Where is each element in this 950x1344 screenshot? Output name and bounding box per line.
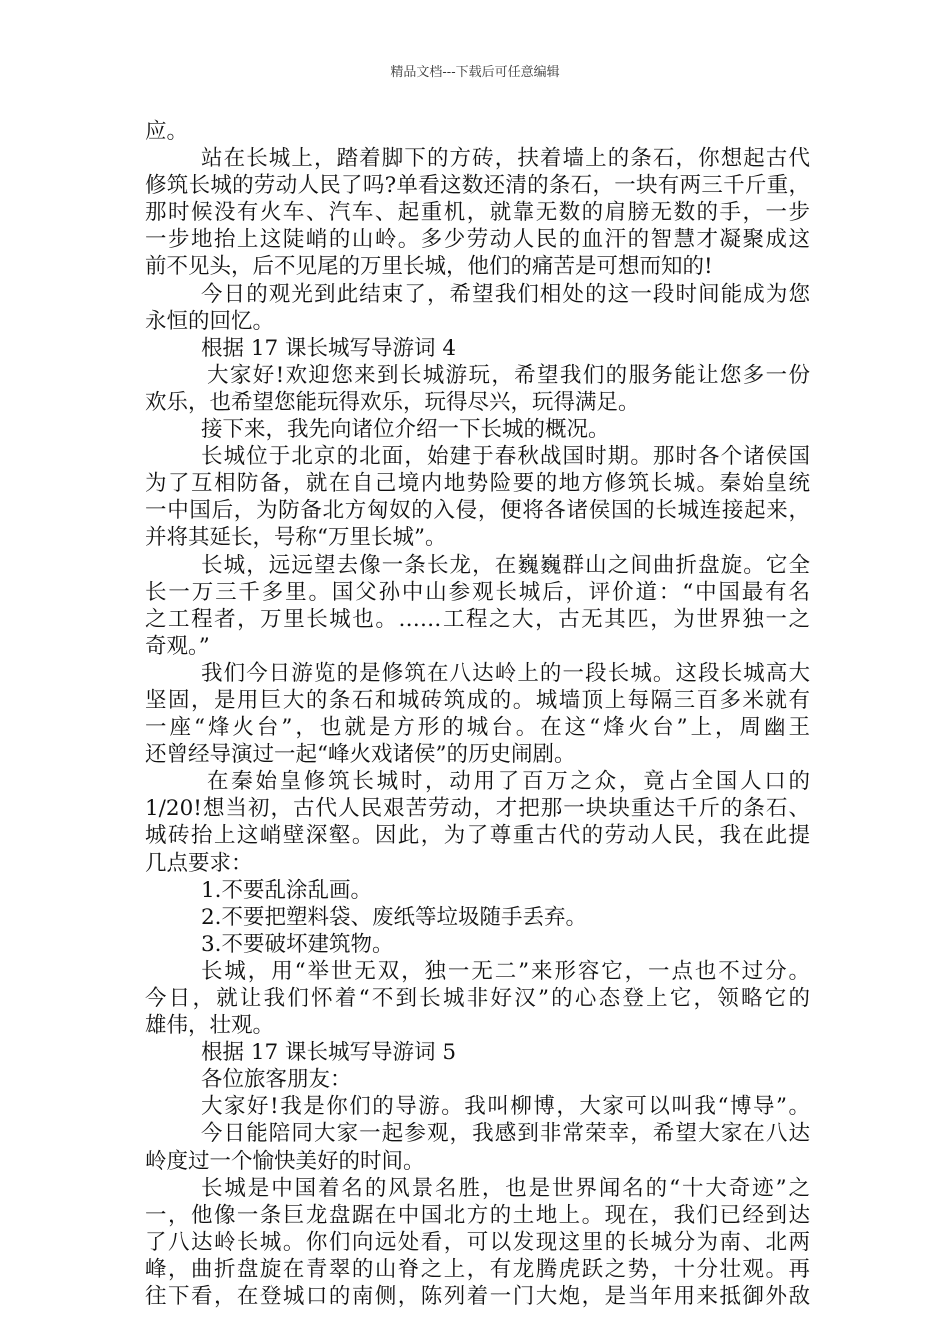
text-line: 雄伟，壮观。 [145, 1013, 275, 1039]
text-line: 欢乐，也希望您能玩得欢乐，玩得尽兴，玩得满足。 [145, 389, 640, 415]
text-line: 几点要求： [145, 850, 253, 876]
text-line: 奇观。” [145, 633, 210, 659]
text-line: 峰，曲折盘旋在青翠的山脊之上，有龙腾虎跃之势，十分壮观。再 [145, 1256, 810, 1282]
text-line: 长城是中国着名的风景名胜，也是世界闻名的“十大奇迹”之 [201, 1175, 810, 1201]
text-line: 今日的观光到此结束了，希望我们相处的这一段时间能成为您 [201, 281, 810, 307]
text-line: 应。 [145, 119, 189, 144]
text-line: 一，他像一条巨龙盘踞在中国北方的土地上。现在，我们已经到达 [145, 1202, 810, 1228]
text-line: 城砖抬上这峭壁深壑。因此，为了尊重古代的劳动人民，我在此提 [145, 823, 810, 849]
text-line: 坚固，是用巨大的条石和城砖筑成的。城墙顶上每隔三百多米就有 [145, 687, 810, 713]
text-line: 根据 17 课长城写导游词 5 [201, 1040, 457, 1066]
text-line: 我们今日游览的是修筑在八达岭上的一段长城。这段长城高大 [201, 660, 810, 686]
text-line: 大家好!欢迎您来到长城游玩，希望我们的服务能让您多一份 [207, 362, 810, 388]
text-line: 今日能陪同大家一起参观，我感到非常荣幸，希望大家在八达 [201, 1121, 810, 1147]
text-line: 还曾经导演过一起“峰火戏诸侯”的历史闹剧。 [145, 742, 576, 768]
text-line: 根据 17 课长城写导游词 4 [201, 335, 457, 361]
text-line: 那时候没有火车、汽车、起重机，就靠无数的肩膀无数的手，一步 [145, 200, 810, 226]
text-line: 2.不要把塑料袋、废纸等垃圾随手丢弃。 [201, 904, 588, 930]
text-line: 今日，就让我们怀着“不到长城非好汉”的心态登上它，领略它的 [145, 986, 810, 1011]
text-line: 大家好!我是你们的导游。我叫柳博，大家可以叫我“博导”。 [201, 1094, 810, 1120]
text-line: 1.不要乱涂乱画。 [201, 877, 373, 903]
text-line: 一座“烽火台”，也就是方形的城台。在这“烽火台”上，周幽王 [145, 715, 810, 741]
text-line: 3.不要破坏建筑物。 [201, 931, 394, 957]
text-line: 岭度过一个愉快美好的时间。 [145, 1148, 425, 1174]
text-line: 接下来，我先向诸位介绍一下长城的概况。 [201, 417, 610, 443]
text-line: 各位旅客朋友： [201, 1067, 352, 1093]
text-line: 长城，远远望去像一条长龙，在巍巍群山之间曲折盘旋。它全 [201, 552, 810, 578]
text-line: 一步地抬上这陡峭的山岭。多少劳动人民的血汗的智慧才凝聚成这 [145, 227, 810, 253]
text-line: 前不见头，后不见尾的万里长城，他们的痛苦是可想而知的! [145, 254, 713, 280]
text-line: 了八达岭长城。你们向远处看，可以发现这里的长城分为南、北两 [145, 1229, 810, 1255]
text-line: 永恒的回忆。 [145, 308, 275, 334]
text-line: 长城，用“举世无双，独一无二”来形容它，一点也不过分。 [201, 958, 810, 984]
text-line: 之工程者，万里长城也。……工程之大，古无其匹，为世界独一之 [145, 606, 810, 632]
text-line: 长一万三千多里。国父孙中山参观长城后，评价道：“中国最有名 [145, 579, 810, 605]
text-line: 为了互相防备，就在自己境内地势险要的地方修筑长城。秦始皇统 [145, 471, 810, 497]
text-line: 修筑长城的劳动人民了吗?单看这数还清的条石，一块有两三千斤重， [145, 173, 810, 199]
text-line: 一中国后，为防备北方匈奴的入侵，便将各诸侯国的长城连接起来， [145, 498, 810, 524]
page-header: 精品文档---下载后可任意编辑 [390, 65, 560, 80]
text-line: 长城位于北京的北面，始建于春秋战国时期。那时各个诸侯国 [201, 444, 810, 470]
text-line: 往下看，在登城口的南侧，陈列着一门大炮，是当年用来抵御外敌 [145, 1284, 810, 1310]
text-line: 并将其延长，号称“万里长城”。 [145, 525, 447, 551]
text-line: 站在长城上，踏着脚下的方砖，扶着墙上的条石，你想起古代 [201, 146, 810, 172]
document-body [145, 118, 810, 1310]
text-line: 在秦始皇修筑长城时，动用了百万之众，竟占全国人口的 [207, 769, 810, 795]
text-line: 1/20!想当初，古代人民艰苦劳动，才把那一块块重达千斤的条石、 [145, 796, 810, 822]
